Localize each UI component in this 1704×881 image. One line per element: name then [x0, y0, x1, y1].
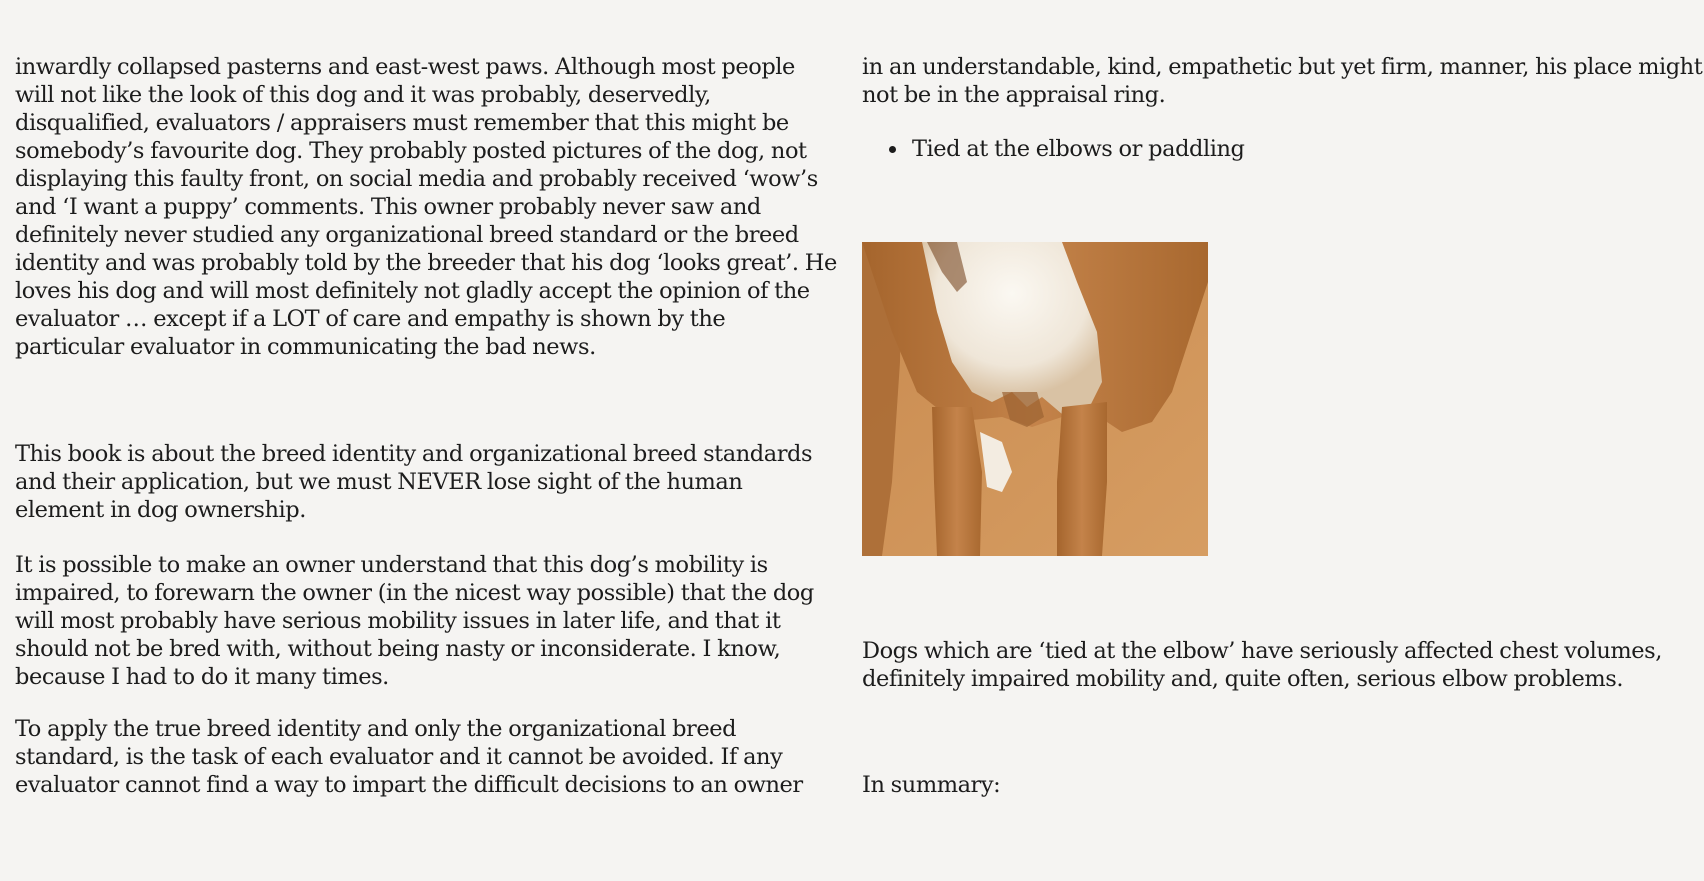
fault-list [862, 135, 1704, 163]
paragraph-book-purpose: This book is about the breed identity and organizational breed standards and their application, but we must NEVER lose sight of the human element in dog ownership. [15, 441, 813, 523]
paragraph-appraisal-ring: in an understandable, kind, empathetic but yet firm, manner, his place might not be in the appraisal ring. [862, 54, 1703, 108]
dog-front-legs-photo [862, 242, 1208, 556]
paragraph-evaluator-task: To apply the true breed identity and only the organizational breed standard, is the task of each evaluator and it cannot be avoided. If any evaluator cannot find a way to impart the difficult decisions to an owner [15, 716, 803, 798]
paragraph-summary-heading: In summary: [862, 772, 1001, 798]
paragraph-owner-feelings: inwardly collapsed pasterns and east-west paws. Although most people will not like the look of this dog and it was probably, deservedly, disqualified, evaluators / appraisers must remember that this might be somebody’s favourite dog. They probably posted pictures of the dog, not displaying this faulty front, on social media and probably received ‘wow’s and ‘I want a puppy’ comments. This owner probably never saw and definitely never studied any organizational breed standard or the breed identity and was probably told by the breeder that his dog ‘looks great’. He loves his dog and will most definitely not gladly accept the opinion of the evaluator … except if a LOT of care and empathy is shown by the particular evaluator in communicating the bad news. [15, 54, 837, 360]
paragraph-tied-elbow: Dogs which are ‘tied at the elbow’ have seriously affected chest volumes, definitely impaired mobility and, quite often, serious elbow problems. [862, 638, 1662, 692]
fault-list-item: Tied at the elbows or paddling [862, 135, 1704, 163]
paragraph-inform-owner: It is possible to make an owner understand that this dog’s mobility is impaired, to forewarn the owner (in the nicest way possible) that the dog will most probably have serious mobility issues in later life, and that it should not be bred with, without being nasty or inconsiderate. I know, because I had to do it many times. [15, 552, 814, 690]
